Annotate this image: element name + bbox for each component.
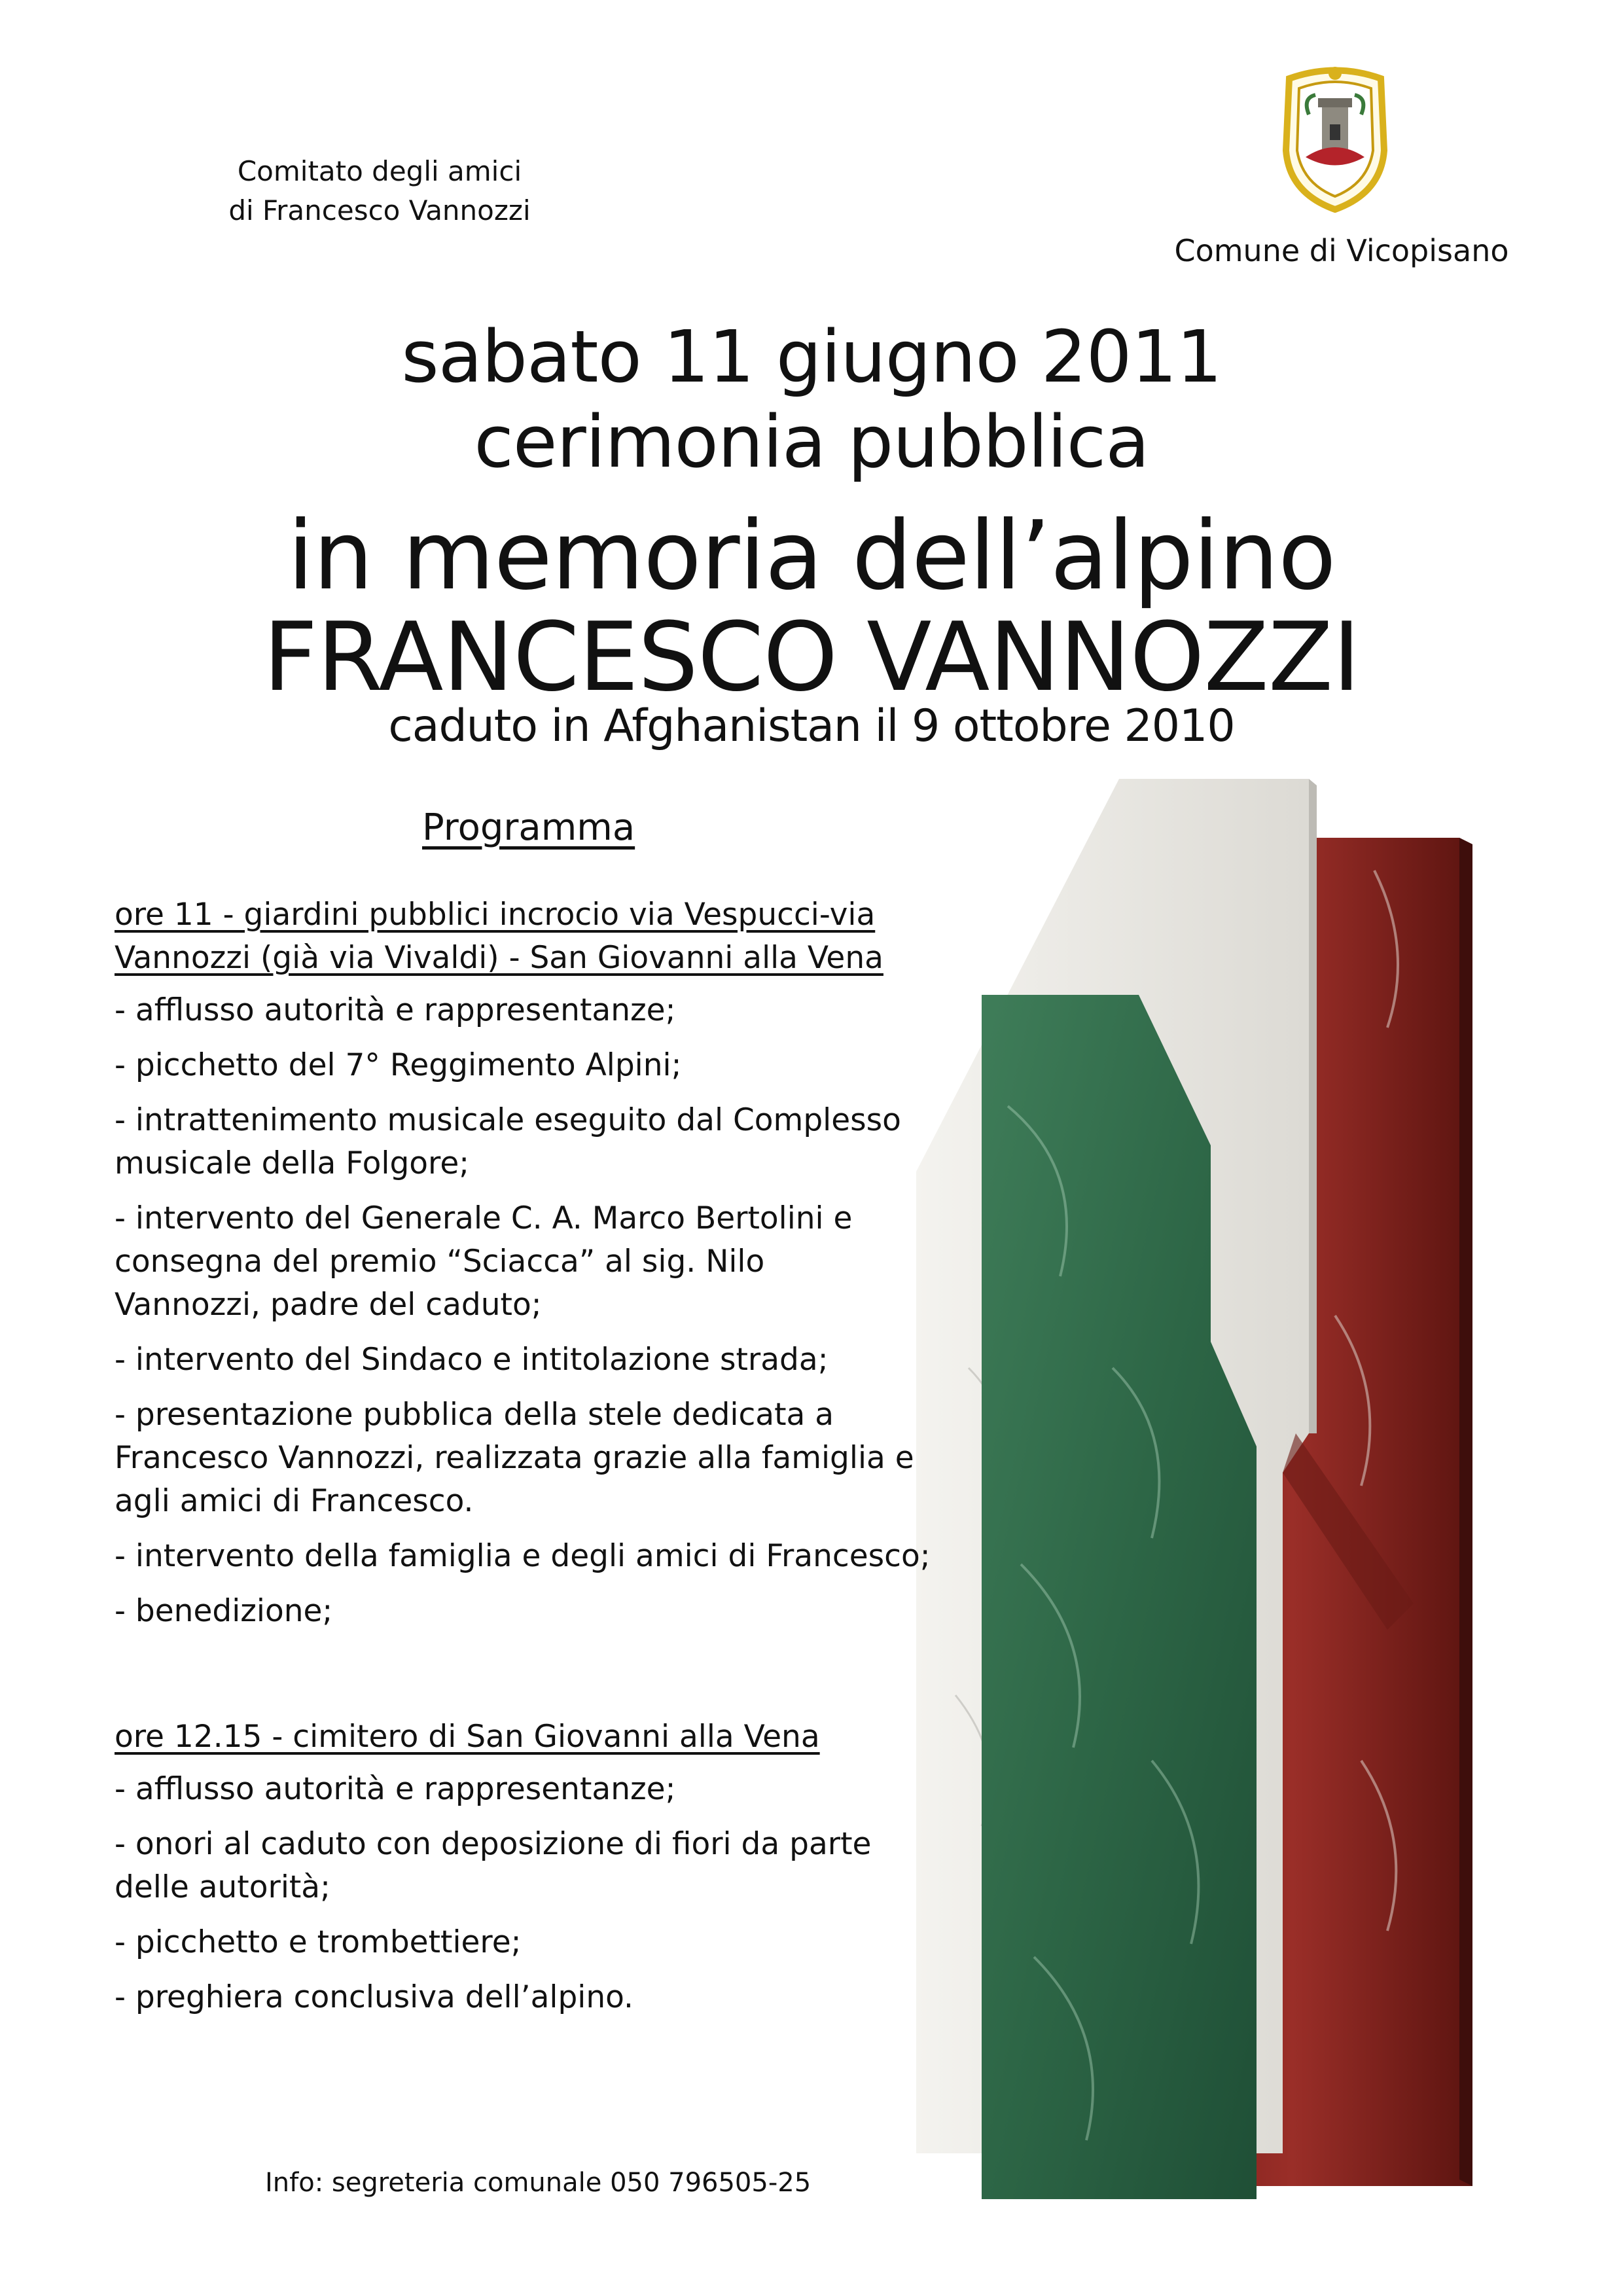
section1-heading-line-1: ore 11 - giardini pubblici incrocio via Vespucci-via (115, 897, 876, 933)
section1-heading-line-2: Vannozzi (già via Vivaldi) - San Giovanni alla Vena (115, 940, 883, 976)
stele-illustration (916, 779, 1505, 2199)
list-item: - benedizione; (115, 1593, 333, 1629)
list-item: - picchetto del 7° Reggimento Alpini; (115, 1047, 682, 1083)
list-item: - picchetto e trombettiere; (115, 1924, 522, 1960)
list-item: - intervento del Generale C. A. Marco Bertolini e consegna del premio “Sciacca” al sig. Nilo Vannozzi, padre del caduto; (115, 1200, 853, 1323)
memory-line: in memoria dell’alpino (287, 501, 1336, 611)
section2-heading: ore 12.15 - cimitero di San Giovanni alla Vena (115, 1719, 820, 1755)
fallen-line: caduto in Afghanistan il 9 ottobre 2010 (388, 700, 1235, 752)
committee-line-1: Comitato degli amici (237, 155, 522, 187)
list-item: - onori al caduto con deposizione di fiori da parte delle autorità; (115, 1826, 872, 1905)
list-item: - intervento della famiglia e degli amici di Francesco; (115, 1538, 931, 1574)
list-item: - presentazione pubblica della stele dedicata a Francesco Vannozzi, realizzata grazie alla famiglia e agli amici di Francesco. (115, 1397, 914, 1519)
event-date: sabato 11 giugno 2011 (401, 315, 1222, 399)
program-list (115, 893, 946, 2031)
info-footer: Info: segreteria comunale 050 796505-25 (265, 2168, 812, 2198)
list-item: - intervento del Sindaco e intitolazione strada; (115, 1342, 829, 1378)
municipal-crest-icon (1270, 59, 1400, 216)
list-item: - afflusso autorità e rappresentanze; (115, 1771, 676, 1807)
programma-title: Programma (422, 806, 635, 849)
comune-name: Comune di Vicopisano (1174, 233, 1509, 268)
committee-line-2: di Francesco Vannozzi (228, 194, 531, 226)
section1-heading (115, 893, 946, 980)
list-item: - afflusso autorità e rappresentanze; (115, 992, 676, 1028)
event-type: cerimonia pubblica (474, 400, 1149, 484)
list-item: - intrattenimento musicale eseguito dal Complesso musicale della Folgore; (115, 1102, 901, 1181)
honoree-name: FRANCESCO VANNOZZI (263, 602, 1360, 713)
list-item: - preghiera conclusiva dell’alpino. (115, 1979, 633, 2015)
committee-name (196, 152, 563, 230)
